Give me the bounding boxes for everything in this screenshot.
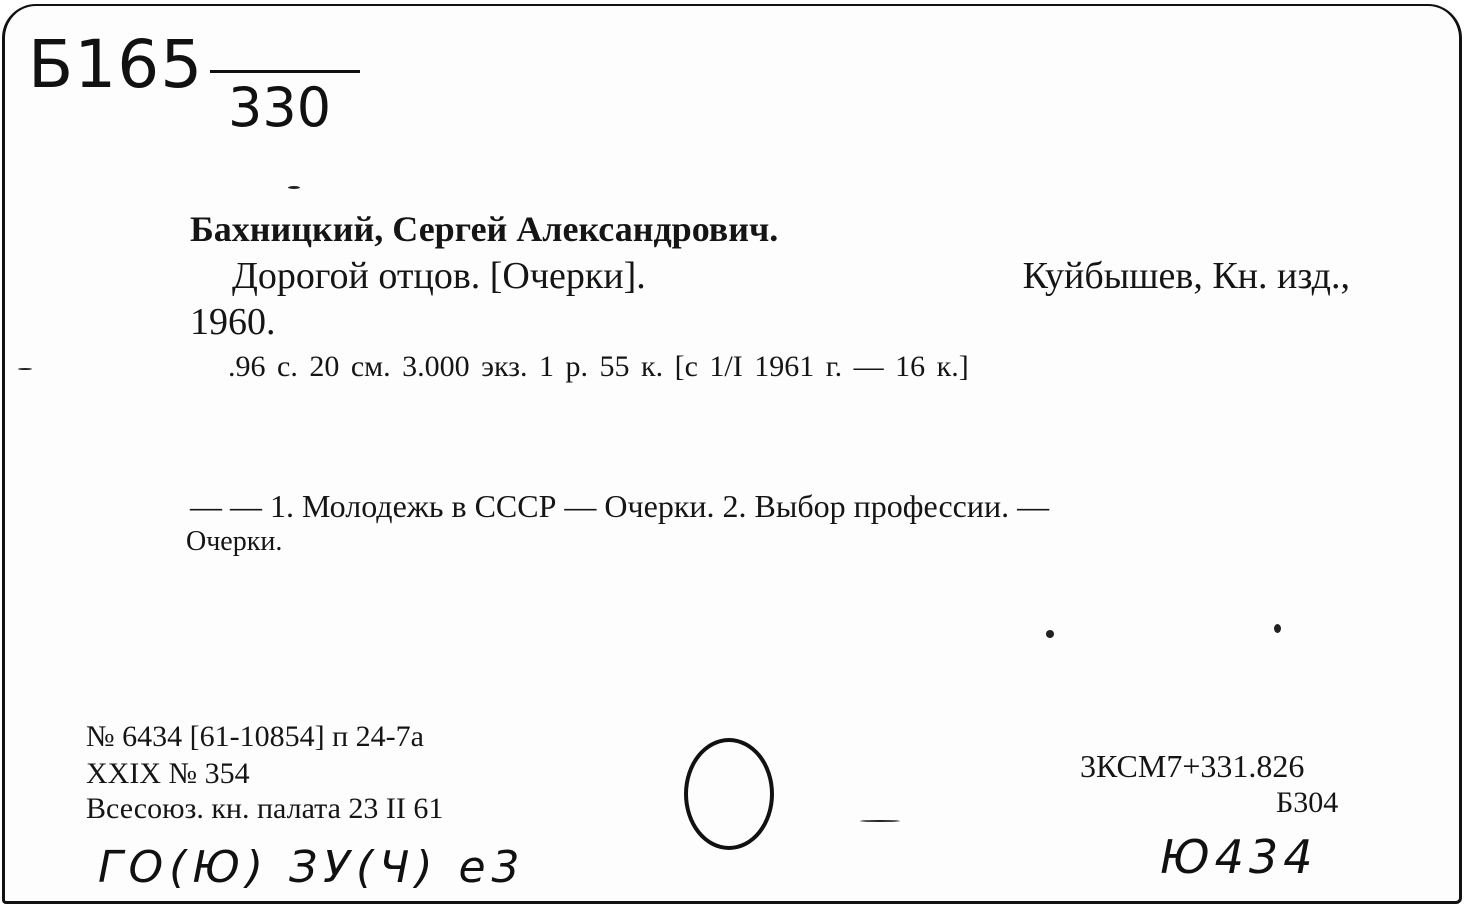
ink-speck — [860, 820, 900, 822]
call-number-sub: 330 — [228, 76, 332, 139]
footer-chamber: Всесоюз. кн. палата 23 II 61 — [86, 792, 444, 825]
handwritten-note-left: ГО(Ю) ЗУ(Ч) е3 — [98, 842, 526, 893]
subject-headings: — — 1. Молодежь в СССР — Очерки. 2. Выбор профессии. — — [190, 488, 1050, 524]
ink-speck — [1046, 630, 1054, 638]
ink-speck — [288, 186, 300, 189]
subject-headings-continued: Очерки. — [186, 526, 283, 557]
ink-speck — [18, 368, 32, 370]
author-heading: Бахницкий, Сергей Александрович. — [190, 209, 779, 249]
author-mark: Б304 — [1276, 786, 1339, 819]
physical-description: .96 с. 20 см. 3.000 экз. 1 р. 55 к. [с 1/I 1961 г. — 16 к.] — [228, 350, 969, 383]
footer-volume: XXIX № 354 — [86, 757, 250, 790]
call-number-main: Б165 — [28, 26, 204, 103]
title-text: Дорогой отцов. [Очерки]. — [232, 255, 646, 297]
classification-code: 3КСМ7+331.826 — [1080, 748, 1305, 784]
publisher-text: Куйбышев, Кн. изд., — [1022, 255, 1350, 297]
call-number-divider — [210, 70, 360, 73]
oval-stamp — [684, 738, 774, 850]
title-line — [232, 254, 1350, 298]
publication-year: 1960. — [190, 301, 276, 343]
handwritten-note-right: Ю434 — [1160, 830, 1318, 884]
footer-record-number: № 6434 [61-10854] п 24-7а — [86, 720, 424, 753]
ink-speck — [1274, 624, 1281, 633]
